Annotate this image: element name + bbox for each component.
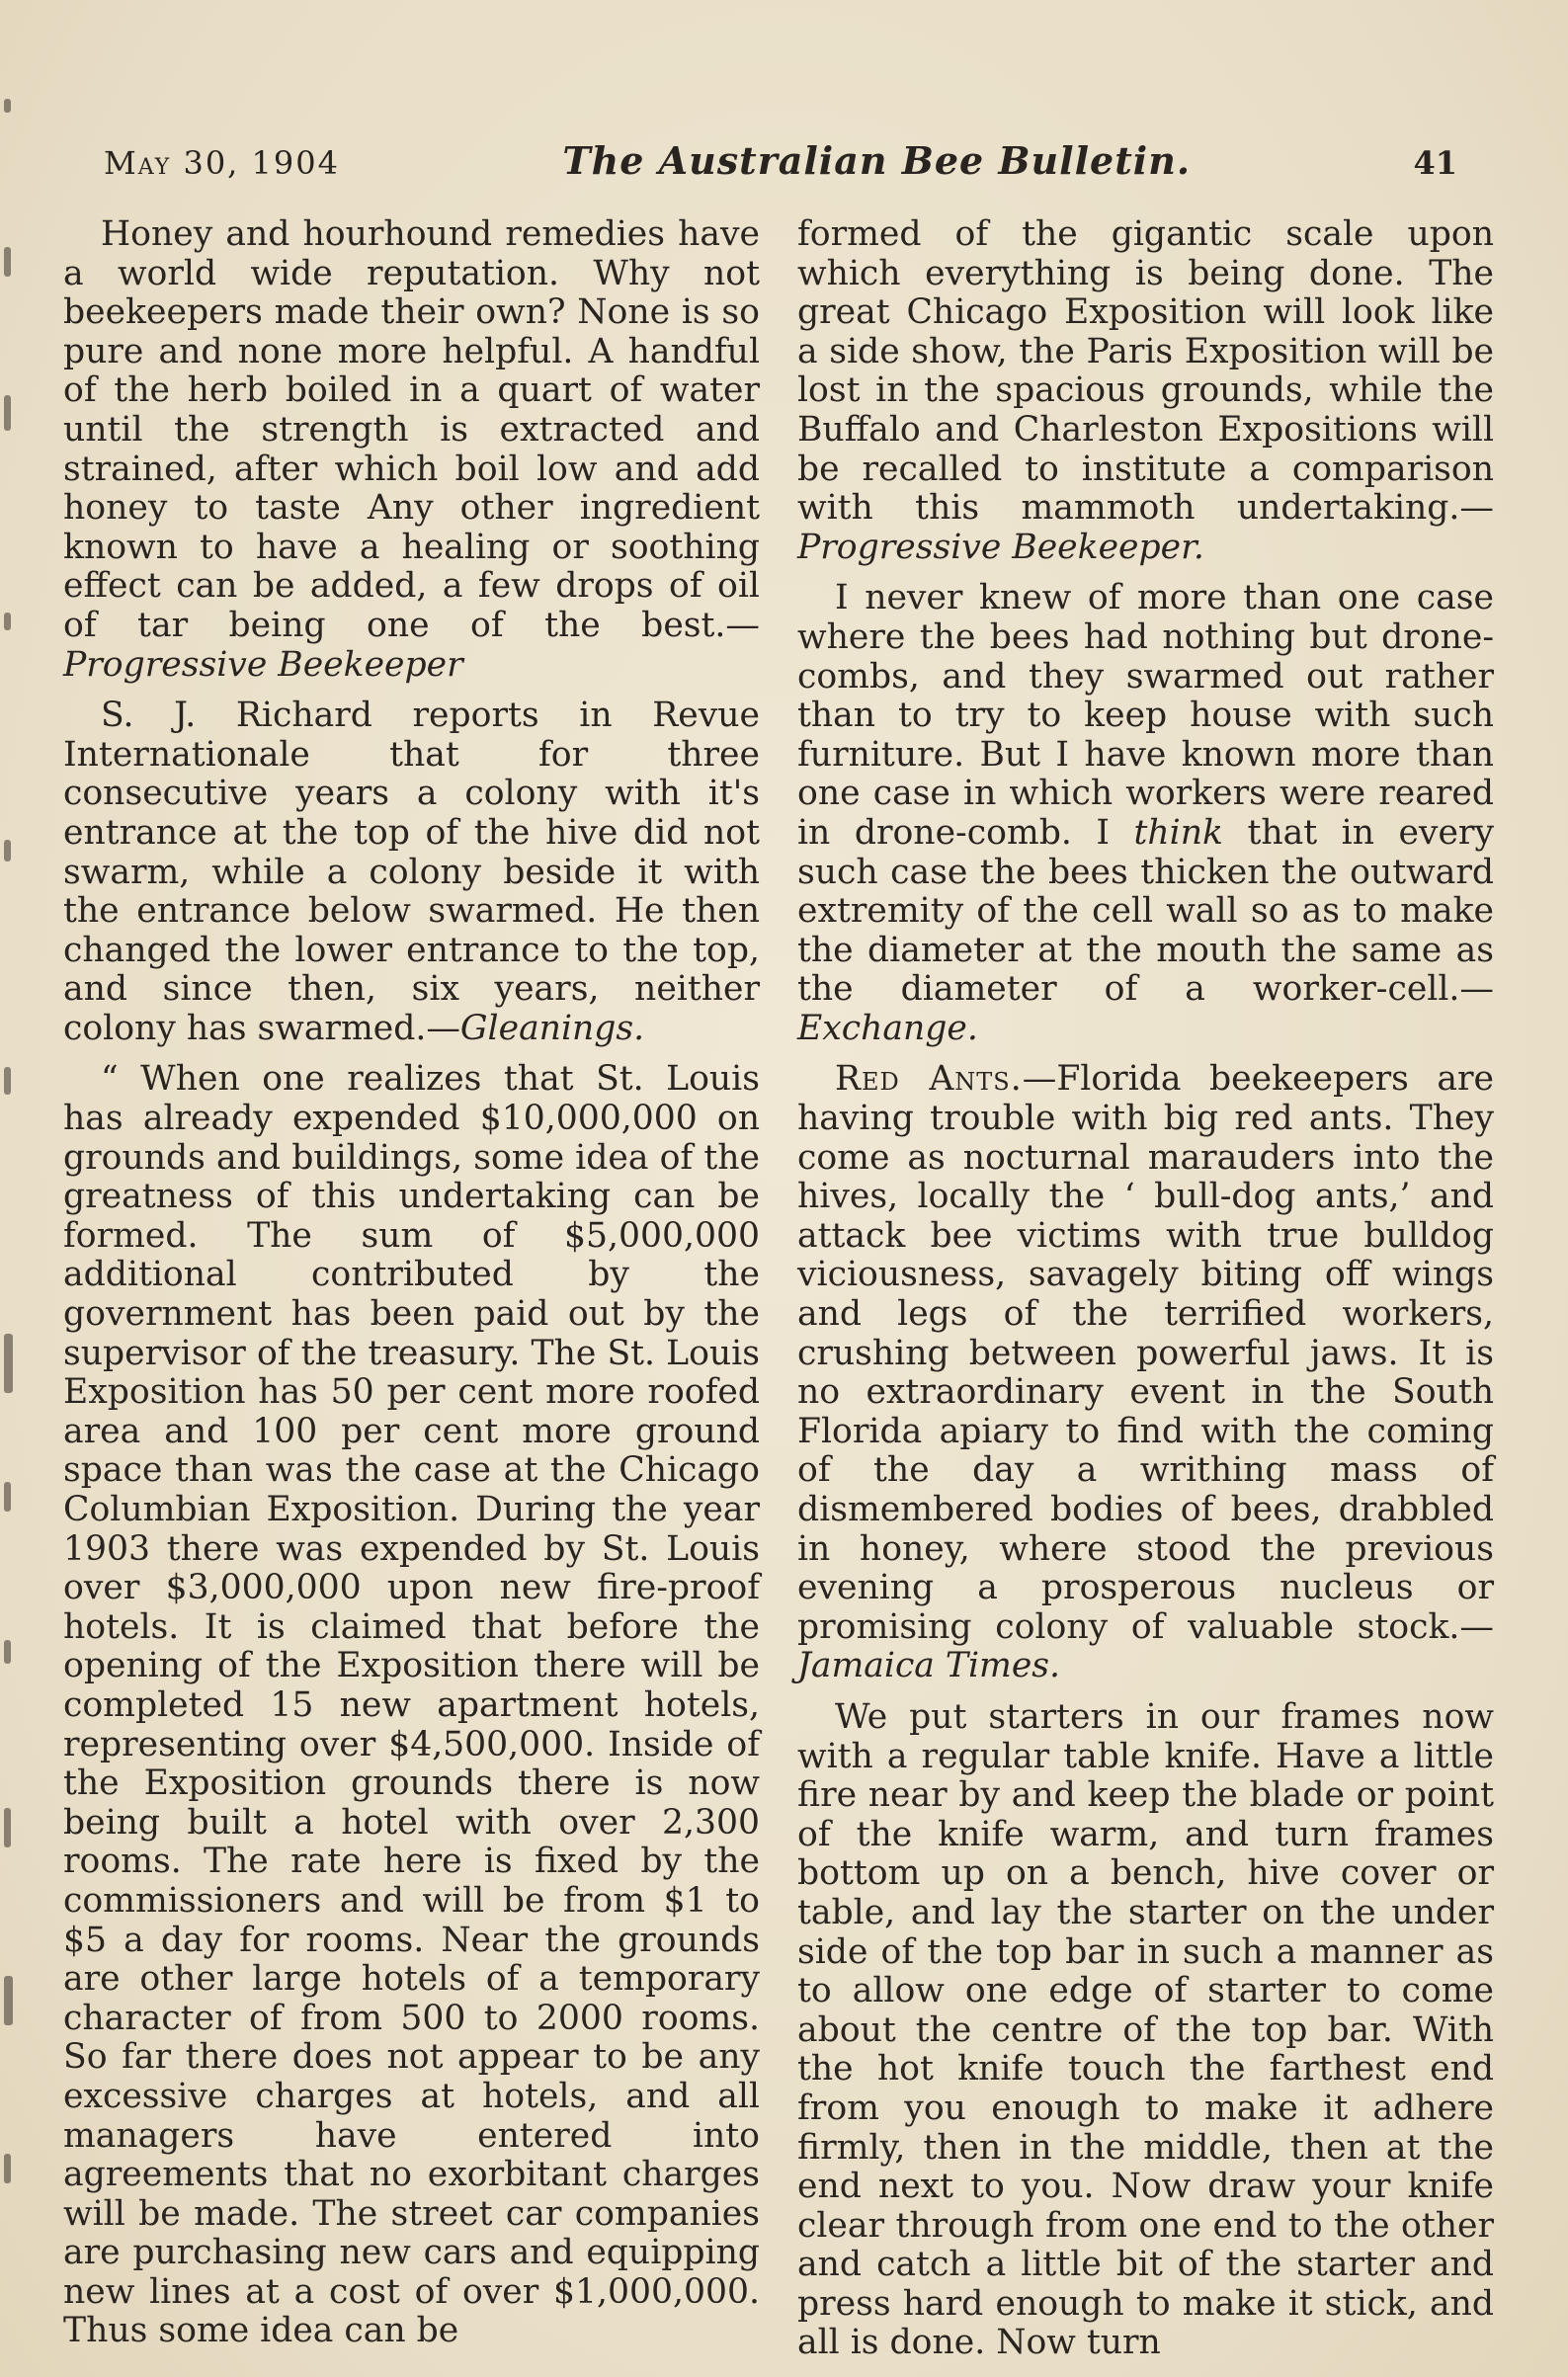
- article-hive-entrance: [63, 697, 760, 1048]
- citation: Progressive Beekeeper.: [797, 527, 1204, 567]
- article-text: We put starters in our frames now with a regular table knife. Have a little fire near by and keep the blade or point of the knife warm, and turn frames bottom up on a bench, hive cover or table, and lay the starter on the under side of the top bar in such a manner as to allow one edge of starter to come about the centre of the top bar. With the hot knife touch the farthest end from you enough to make it adhere firmly, then in the middle, then at the end next to you. Now draw your knife clear through from one end to the other and catch a little bit of the starter and press hard enough to make it stick, and all is done. Now turn: [797, 1696, 1494, 2363]
- article-text: —Florida beekeepers are having trouble with big red ants. They come as nocturnal marauders into the hives, locally the ‘ bull-dog ants,’ and attack bee victims with true bulldog viciousness, savagely biting off wings and legs of the terrified workers, crushing between powerful jaws. It is no extraordinary event in the South Florida apiary to find with the coming of the day a writhing mass of dismembered bodies of bees, drabbled in honey, where stood the previous evening a prosperous nucleus or promising colony of valuable stock.—: [797, 1059, 1494, 1647]
- article-text: formed of the gigantic scale upon which everything is being done. The great Chicago Exposition will look like a side show, the Paris Exposition will be lost in the spacious grounds, while the Buffalo and Charleston Expositions will be recalled to institute a comparison with this mammoth undertaking.—: [797, 214, 1494, 529]
- article-text: S. J. Richard reports in Revue Internationale that for three consecutive years a colony with it's entrance at the top of the hive did not swarm, while a colony beside it with the entrance below swarmed. He then changed the lower entrance to the top, and since then, six years, neither colony has swarmed.—: [63, 696, 760, 1048]
- article-drone-comb: [797, 579, 1494, 1048]
- page-header: [104, 138, 1457, 184]
- article-st-louis-exposition: [63, 1060, 760, 2351]
- citation: Jamaica Times.: [797, 1646, 1061, 1686]
- article-text: “ When one realizes that St. Louis has already expended $10,000,000 on grounds and buildings, some idea of the greatness of this undertaking can be formed. The sum of $5,000,000 additional contributed by the government has been paid out by the supervisor of the treasury. The St. Louis Exposition has 50 per cent more roofed area and 100 per cent more ground space than was the case at the Chicago Columbian Exposition. During the year 1903 there was expended by St. Louis over $3,000,000 upon new fire-proof hotels. It is claimed that before the opening of the Exposition there will be completed 15 new apartment hotels, representing over $4,500,000. Inside of the Exposition grounds there is now being built a hotel with over 2,300 rooms. The rate here is fixed by the commissioners and will be from $1 to $5 a day for rooms. Near the grounds are other large hotels of a temporary character of from 500 to 2000 rooms. So far there does not appear to be any excessive charges at hotels, and all managers have entered into agreements that no exorbitant charges will be made. The street car companies are purchasing new cars and equipping new lines at a cost of over $1,000,000. Thus some idea can be: [63, 1059, 760, 2351]
- article-heading: Red Ants.: [835, 1059, 1023, 1100]
- right-column: [797, 215, 1494, 2375]
- article-text: that in every such case the bees thicken the outward extremity of the cell wall so as to make the diameter at the mouth the same as the diameter of a worker-cell.—: [797, 812, 1494, 1010]
- page-number: 41: [1413, 144, 1457, 182]
- binding-edge-marks: [0, 99, 30, 2322]
- article-text: Honey and hourhound remedies have a world wide reputation. Why not beekeepers made their own? None is so pure and none more helpful. A handful of the herb boiled in a quart of water until the strength is extracted and strained, after which boil low and add honey to taste Any other ingredient known to have a healing or soothing effect can be added, a few drops of oil of tar being one of the best.—: [63, 214, 760, 645]
- header-date: May 30, 1904: [104, 144, 340, 182]
- article-st-louis-continued: [797, 215, 1494, 567]
- article-text: I never knew of more than one case where the bees had nothing but drone-combs, and they swarmed out rather than to try to keep house with such furniture. But I have known more than one case in which workers were reared in drone-comb. I: [797, 578, 1494, 853]
- citation: Gleanings.: [459, 1008, 645, 1048]
- article-horehound: [63, 215, 760, 685]
- citation: Exchange.: [797, 1008, 978, 1048]
- article-red-ants: [797, 1060, 1494, 1686]
- article-starters: [797, 1698, 1494, 2363]
- header-title: The Australian Bee Bulletin.: [562, 138, 1192, 183]
- citation: Progressive Beekeeper: [63, 644, 463, 685]
- left-column: [63, 215, 760, 2363]
- emphasis: think: [1133, 812, 1223, 853]
